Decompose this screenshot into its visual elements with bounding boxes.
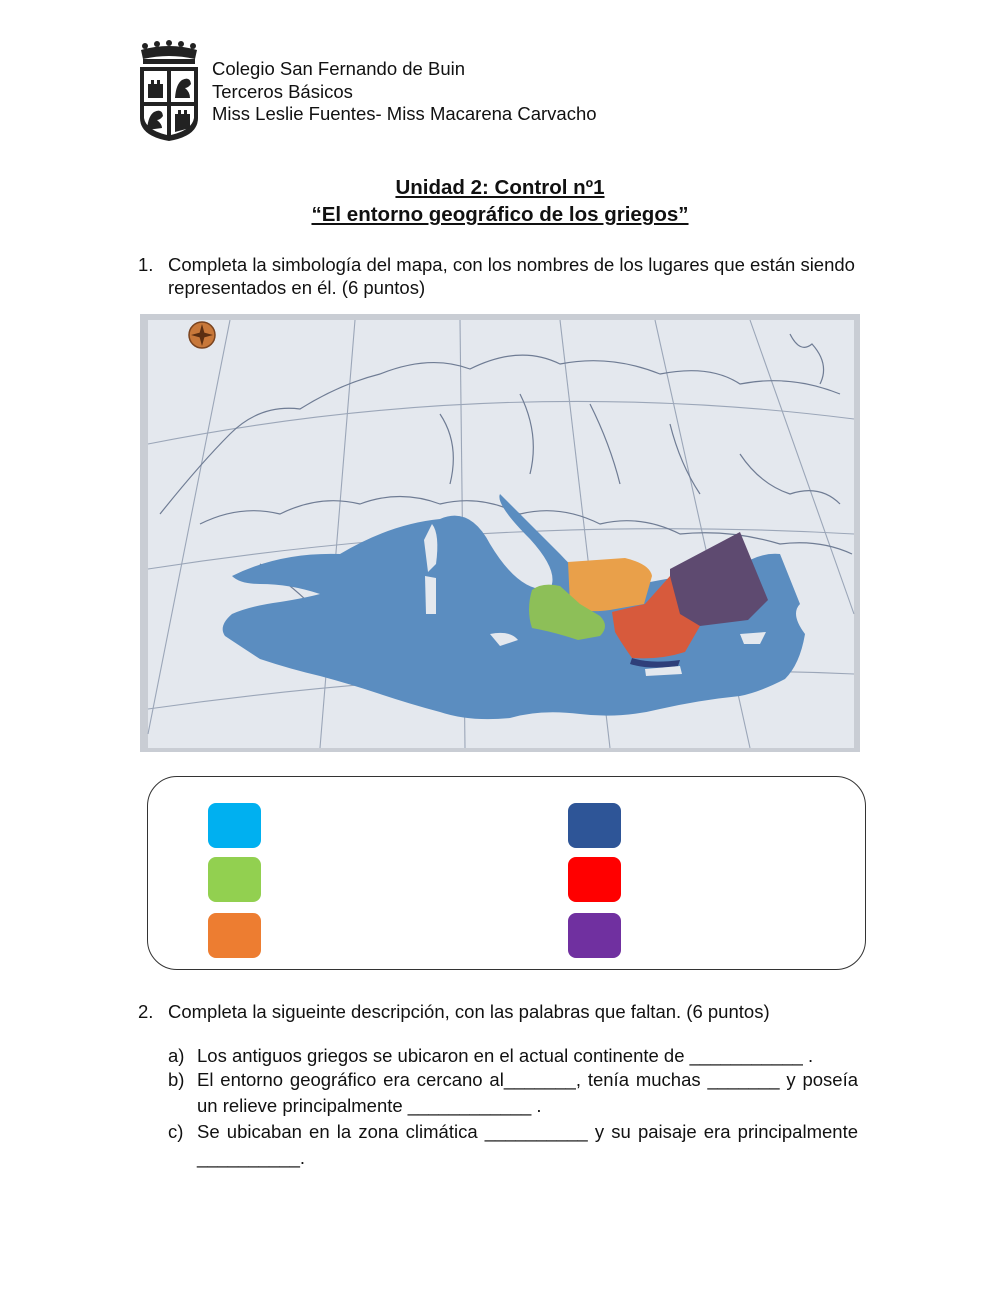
swatch-orange bbox=[208, 913, 261, 958]
item-a-text: Los antiguos griegos se ubicaron en el actual continente de ___________ . bbox=[197, 1045, 814, 1066]
title-unit: Unidad 2: Control nº1 bbox=[395, 176, 605, 199]
school-header bbox=[212, 58, 597, 126]
item-b-label: b) bbox=[168, 1069, 185, 1090]
question-1-number: 1. bbox=[138, 254, 154, 275]
question-2 bbox=[138, 1000, 858, 1023]
swatch-purple bbox=[568, 913, 621, 958]
swatch-dark-blue bbox=[568, 803, 621, 848]
map-legend-box bbox=[147, 776, 866, 970]
item-c-label: c) bbox=[168, 1121, 184, 1142]
question-1 bbox=[138, 253, 858, 299]
school-crest-logo bbox=[138, 40, 200, 142]
item-c-text: Se ubicaban en la zona climática __________ y su paisaje era principalmente __________. bbox=[197, 1121, 858, 1168]
swatch-green bbox=[208, 857, 261, 902]
question-2-number: 2. bbox=[138, 1001, 154, 1022]
question-1-text: Completa la simbología del mapa, con los nombres de los lugares que están siendo representados en él. (6 puntos) bbox=[168, 254, 855, 298]
question-2-item-c bbox=[168, 1119, 858, 1170]
question-2-item-a bbox=[168, 1043, 858, 1069]
teachers-names: Miss Leslie Fuentes- Miss Macarena Carvacho bbox=[212, 103, 597, 124]
grade-level: Terceros Básicos bbox=[212, 80, 353, 102]
question-2-text: Completa la sigueinte descripción, con las palabras que faltan. (6 puntos) bbox=[168, 1001, 770, 1022]
mediterranean-map bbox=[140, 314, 860, 752]
item-b-text: El entorno geográfico era cercano al_______, tenía muchas _______ y poseía un relieve principalmente ____________ . bbox=[197, 1069, 858, 1116]
page-title bbox=[0, 174, 1000, 228]
school-name: Colegio San Fernando de Buin bbox=[212, 58, 466, 79]
title-topic: “El entorno geográfico de los griegos” bbox=[311, 203, 689, 226]
swatch-red bbox=[568, 857, 621, 902]
item-a-label: a) bbox=[168, 1045, 185, 1066]
swatch-light-blue bbox=[208, 803, 261, 848]
question-2-item-b bbox=[168, 1067, 858, 1118]
